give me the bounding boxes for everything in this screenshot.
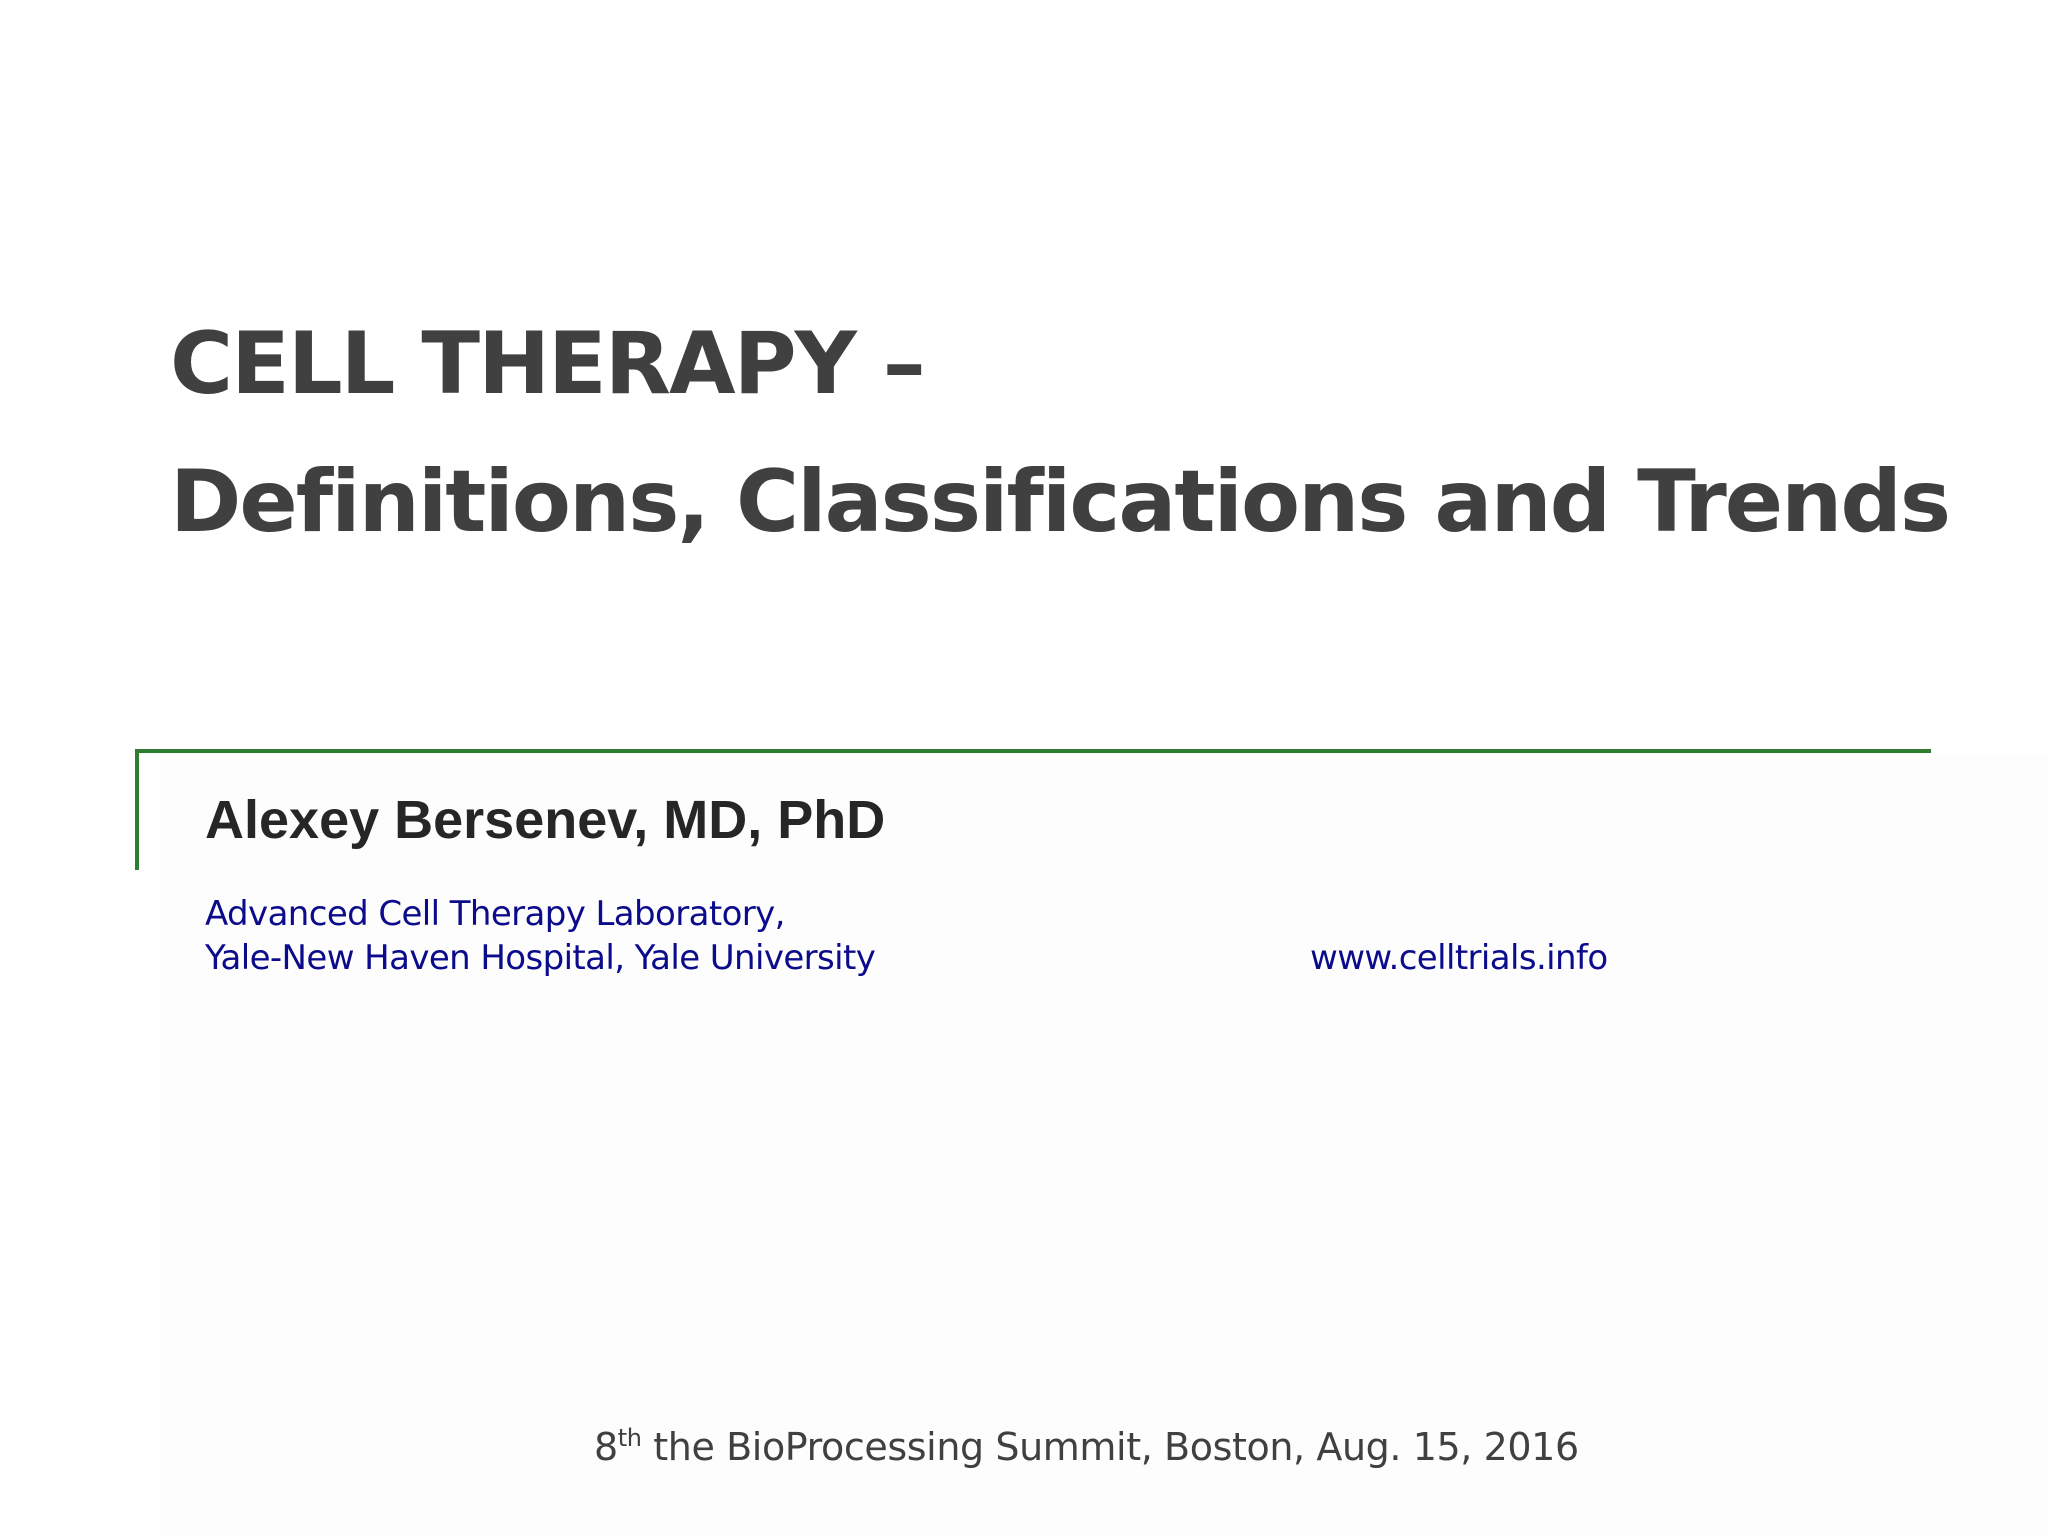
title-line-2: Definitions, Classifications and Trends <box>170 452 1950 552</box>
footer-event-text: the BioProcessing Summit, Boston, Aug. 15, 2016 <box>641 1425 1579 1469</box>
footer-ordinal-suffix: th <box>617 1424 642 1452</box>
accent-divider-vertical <box>135 749 139 870</box>
content-panel <box>160 755 2048 1536</box>
affiliation-line-1: Advanced Cell Therapy Laboratory, <box>205 894 785 934</box>
website-link[interactable]: www.celltrials.info <box>1310 938 1608 978</box>
event-footer <box>594 1422 1579 1472</box>
slide-title <box>170 295 2030 571</box>
affiliation-line-2: Yale-New Haven Hospital, Yale University <box>205 938 876 978</box>
title-line-1: CELL THERAPY – <box>170 314 924 414</box>
footer-ordinal: 8 <box>594 1425 618 1469</box>
affiliation <box>205 892 875 980</box>
accent-divider-horizontal <box>135 749 1931 753</box>
author-name: Alexey Bersenev, MD, PhD <box>205 790 886 850</box>
